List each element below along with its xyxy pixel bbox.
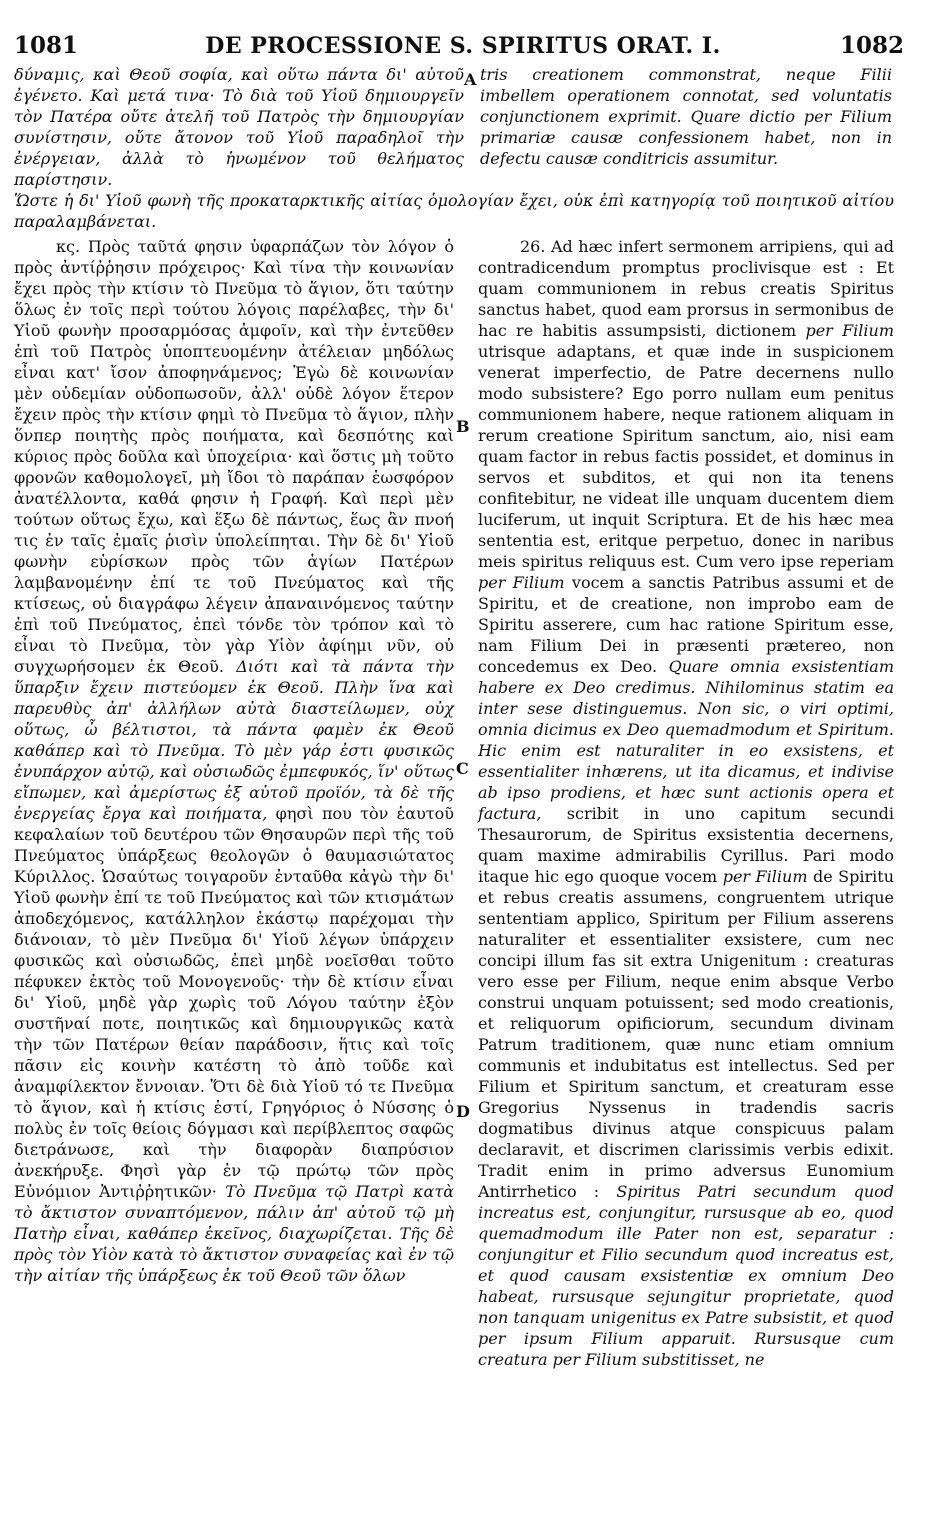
latin-italic-quote: Spiritus Patri secundum quod increatus est, conjungitur, rursusque ab eo, quod quemadmodum ille Pater non est, separatur : conjungitur et Filio secundum quod increatus est, et quod causam exsistentiæ ex omnium Deo habeat, rursusque sejungitur proprietate, quod non tanquam unigenitus ex Patre subsistit, et quod per ipsum Filium apparuit. xyxy=(478,1182,894,1348)
greek-text: φησὶ που τὸν ἑαυτοῦ κεφαλαίων τοῦ δευτέρου τῶν Θησαυρῶν περὶ τῆς τοῦ Πνεύματος ὑπάρξεως θεολογῶν ὁ θαυμασιώτατος Κύριλλος. Ὡσαύτως τοιγαροῦν ἐνταῦθα κἀγὼ τὴν δι' Υἱοῦ φωνὴν ἐπί τε τοῦ Πνεύματος καὶ τῶν κτισμάτων ἀποδεχόμενος, κατάλληλον ἑκάστῳ παρέχομαι τὴν διάνοιαν, τὸ μὲν Πνεῦμα δι' Υἱοῦ λέγων ὑπάρχειν φυσικῶς καὶ οὐσιωδῶς, ἐπεὶ μηδὲ νοεῖσθαι τοῦτο πέφυκεν ἐκτὸς τοῦ Μονογενοῦς· τὴν δὲ κτίσιν εἶναι δι' Υἱοῦ, μηδὲ γὰρ χωρὶς τοῦ Λόγου ταύτην ἐξὸν συστῆναί ποτε, ποιητικῶς καὶ δημιουργικῶς κατὰ τὴν τῶν Πατέρων θείαν παράδοσιν, ἥτις καὶ τοῖς πᾶσιν εἰς κοινὴν κατέστη τὸ ἀπὸ τοῦδε καὶ ἀναμφίλεκτον ἔννοιαν. Ὅτι δὲ διὰ Υἱοῦ τό τε Πνεῦμα τὸ ἅγιον, καὶ ἡ κτίσις ἐστί, Γρηγόριος ὁ Νύσσης ὁ πολὺς ἐν τοῖς θείοις δόγμασι καὶ περίβλεπτος σαφῶς διετράνωσε, καὶ τὴν διαφορὰν διαπρύσιον ἀνεκήρυξε. Φησὶ γὰρ ἐν τῷ πρώτῳ τῶν πρὸς Εὐνόμιον Ἀντιῤῥητικῶν· xyxy=(14,804,455,1201)
margin-marker-a: A xyxy=(464,70,477,89)
greek-italic-quote: Διότι καὶ τὰ πάντα τὴν ὕπαρξιν ἔχειν πιστεύομεν ἐκ Θεοῦ. Πλὴν ἵνα καὶ παρευθὺς ἀπ' ἀλλήλων αὐτὰ διαστείλωμεν, οὐχ οὕτως, ὦ βέλτιστοι, τὰ πάντα φαμὲν ἐκ Θεοῦ καθάπερ καὶ τὸ Πνεῦμα. Τὸ μὲν γάρ ἐστι φυσικῶς ἐνυπάρχον αὐτῷ, καὶ οὐσιωδῶς ἐμπεφυκός, ἵν' οὕτως εἴπωμεν, καὶ ἀμερίστως ἐξ αὐτοῦ προϊόν, τὰ δὲ τῆς ἐνεργείας ἔργα καὶ ποιήματα, xyxy=(14,657,454,823)
latin-text: de Spiritu et rebus creatis assumens, congruentem utrique sententiam applico, Spiritum per Filium asserens naturaliter et essentialiter exsistere, cum nec concipi illum fas sit extra Unigenitum : creaturas vero esse per Filium, neque enim absque Verbo construi unquam potuissent; sed modo creationis, et reliquorum opificiorum, secundum divinam Patrum traditionem, quæ nunc etiam omnium communis et indubitatus est intellectus. Sed per Filium et Spiritum sanctum, et creaturam esse Gregorius Nyssenus in tradendis sacris dogmatibus divinus atque conspicuus palam declaravit, et discrimen clarissimis verbis edixit. Tradit enim in primo adversus Eunomium Antirrhetico : xyxy=(478,867,894,1201)
latin-italic: per Filium xyxy=(805,321,895,340)
greek-italic-quote: Τὸ Πνεῦμα τῷ Πατρὶ κατὰ τὸ ἄκτιστον συναπτόμενον, πάλιν ἀπ' αὐτοῦ τῷ μὴ Πατὴρ εἶναι, καθάπερ ἐκεῖνος, διαχωρίζεται. Τῆς δὲ πρὸς τὸν Υἱὸν κατὰ τὸ ἄκτιστον συναφείας καὶ ἐν τῷ τὴν αἰτίαν τῆς ὑπάρξεως ἐκ τοῦ Θεοῦ τῶν ὅλων xyxy=(14,1182,455,1285)
greek-section-26 xyxy=(14,236,454,1286)
latin-italic: per Filium xyxy=(722,867,808,886)
page-number-right: 1082 xyxy=(839,32,904,59)
greek-column xyxy=(14,236,454,1286)
latin-italic-quote: Quare omnia exsistentiam habere ex Deo credimus. Nihilominus statim ea inter sese distinguemus. Non sic, o viri optimi, omnia dicimus ex Deo quemadmodum et Spiritum. Hic enim est naturaliter in eo exsistens, et essentialiter inhærens, ut ita dicamus, et indivise ab ipso prodiens, et hæc sunt actionis opera et factura, xyxy=(478,657,894,823)
greek-text: κς. Πρὸς ταῦτά φησιν ὑφαρπάζων τὸν λόγον ὁ πρὸς ἀντίῤῥησιν πρόχειρος· Καὶ τίνα τὴν κοινωνίαν ἔχει πρὸς τὴν κτίσιν τὸ Πνεῦμα τὸ ἅγιον, ὅτι ταύτην ὅλως ἐν τοῖς περὶ τούτου λόγοις παρέλαβες, τὴν δι' Υἱοῦ φωνὴν προσαρμόσας ἀμφοῖν, καὶ τὴν ἐντεῦθεν ἐπὶ τοῦ Πατρὸς ὑποπτευομένην ἀτέλειαν μηδόλως εἶναι κατ' ἴσον ἀποφηνάμενος; Ἐγὼ δὲ κοινωνίαν μὲν οὐδεμίαν οὐδοπωσοῦν, ἀλλ' οὐδὲ λόγον ἕτερον ἔχειν πρὸς τὴν κτίσιν φημὶ τὸ Πνεῦμα τὸ ἅγιον, πλὴν ὅνπερ ποιητὴς πρὸς ποιήματα, καὶ δεσπότης καὶ κύριος πρὸς δοῦλα καὶ ὑποχείρια· καὶ ὅστις μὴ τοῦτο φρονῶν καθομολογεῖ, μὴ ἴδοι τὸ παράπαν ἑωσφόρον ἀνατέλλοντα, καθά φησιν ἡ Γραφή. Καὶ περὶ μὲν τούτων οὕτως ἔχω, καὶ ἕξω δὲ πάντως, ἕως ἂν πνοή τις ἐν ταῖς ἐμαῖς ῥισὶν ὑπολείπηται. Τὴν δὲ δι' Υἱοῦ φωνὴν εὑρίσκων πρὸς τῶν ἁγίων Πατέρων λαμβανομένην ἐπί τε τοῦ Πνεύματος καὶ τῆς κτίσεως, οὐ διαγράφω λέγειν ἀπαναινόμενος ταύτην ἐπὶ τοῦ Πνεύματος, ἐπεὶ τόνδε τὸν τρόπον καὶ τὸ εἶναι τὸ Πνεῦμα, τὸν γὰρ Υἱὸν ἀφίημι νῦν, οὐ συγχωρήσομεν ἐκ Θεοῦ. xyxy=(14,237,454,676)
running-title: DE PROCESSIONE S. SPIRITUS ORAT. I. xyxy=(205,33,721,59)
margin-marker-b: B xyxy=(456,417,470,436)
latin-column xyxy=(478,236,894,1370)
latin-text: utrisque adaptans, et quæ inde in suspicionem venerat imperfectio, de Patre decernens nullo modo subsistere? Ego porro nullam eum penitus communionem habere, neque rationem aliquam in rerum creatione Spiritum sanctum, aio, nisi eam quam factor in rebus factis possidet, et dominus in servos et subditos, et qui non ita tenens confitebitur, ne videat ille unquam ducentem diem luciferum, ut inquit Scriptura. Et de his hæc mea sententia est, eritque perpetuo, donec in naribus meis spiritus reliquus est. Cum vero ipse reperiam xyxy=(478,342,894,571)
margin-marker-d: D xyxy=(456,1102,470,1121)
latin-section-26 xyxy=(478,236,894,1370)
greek-top-paragraph: δύναμις, καὶ Θεοῦ σοφία, καὶ οὕτω πάντα δι' αὐτοῦ ἐγένετο. Καὶ μετά τινα· Τὸ διὰ τοῦ Υἱοῦ δημιουργεῖν τὸν Πατέρα οὔτε ἀτελῆ τοῦ Πατρὸς τὴν δημιουργίαν συνίστησιν, οὔτε ἄτονον τοῦ Υἱοῦ παραδηλοῖ τὴν ἐνέργειαν, ἀλλὰ τὸ ἡνωμένον τοῦ θελήματος παρίστησιν. xyxy=(14,65,464,189)
latin-top-paragraph: tris creationem commonstrat, neque Filii imbellem operationem connotat, sed voluntatis conjunctionem exprimit. Quare dictio per Filium primariæ causæ confessionem habet, non in defectu causæ conditricis assumitur. xyxy=(480,65,892,168)
page-header xyxy=(0,0,926,60)
latin-text: vocem a sanctis Patribus assumi et de Spiritu, et de creatione, non improbo eam de Spiritu asserere, cum hac ratione Spiritum esse, nam Filium Dei in præsenti prætereo, non concedemus ex Deo. xyxy=(478,573,894,676)
latin-text: 26. Ad hæc infert sermonem arripiens, qui ad contradicendum promptus proclivisque est : Et quam communionem in rebus creatis Spiritus sanctus habet, quod eam prorsus in sermonibus de hac re habitis assumpsisti, dictionem xyxy=(478,237,894,340)
page-number-left: 1081 xyxy=(14,32,79,59)
greek-wide-line: Ὥστε ἡ δι' Υἱοῦ φωνὴ τῆς προκαταρκτικῆς αἰτίας ὁμολογίαν ἔχει, οὐκ ἐπὶ κατηγορίᾳ τοῦ ποιητικοῦ αἰτίου παραλαμβάνεται. xyxy=(14,191,894,231)
latin-text: scribit in uno capitum secundi Thesaurorum, de Spiritus exsistentia decernens, quam maxime admirabilis Cyrillus. Pari modo itaque hic ego quoque vocem xyxy=(478,804,894,886)
latin-text: Rursusque cum creatura per Filium substitisset, ne xyxy=(478,1329,895,1369)
latin-italic: per Filium xyxy=(478,573,565,592)
margin-marker-c: C xyxy=(456,759,469,778)
